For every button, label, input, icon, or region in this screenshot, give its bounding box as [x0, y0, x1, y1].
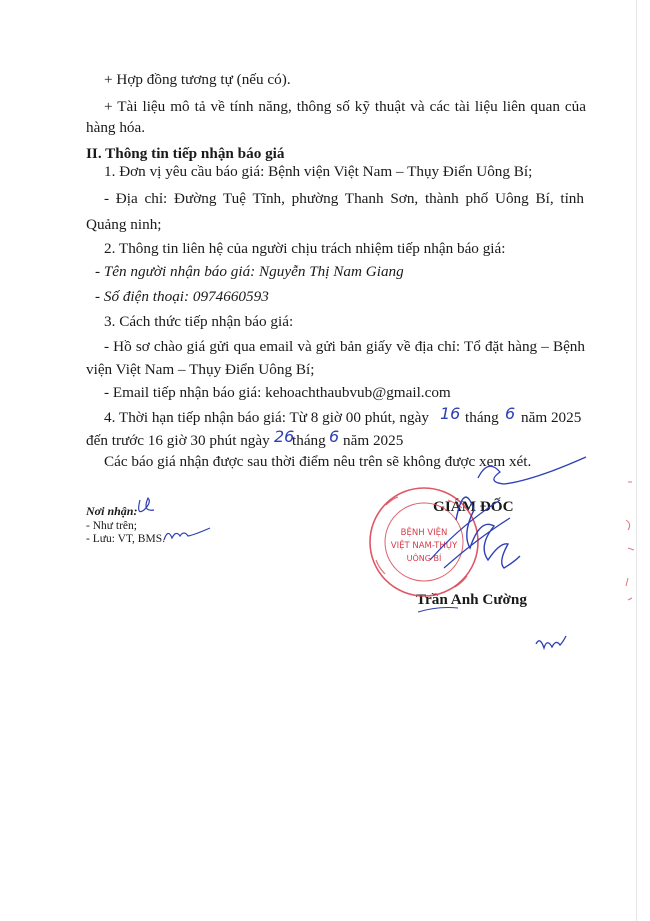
deadline-start-text: 4. Thời hạn tiếp nhận báo giá: Từ 8 giờ 00 phút, ngày	[104, 409, 429, 426]
right-edge-stamp-marks	[626, 482, 634, 600]
deadline-end-month-label: tháng	[292, 432, 326, 449]
deadline-start-month-handwritten: 6	[505, 404, 516, 423]
signatory-position: GIÁM ĐỐC	[433, 498, 514, 515]
stamp-text-line1: BỆNH VIỆN	[400, 528, 448, 538]
para-technical-docs-line1: + Tài liệu mô tả về tính năng, thông số kỹ thuật và các tài liệu liên quan của	[104, 98, 586, 115]
stamp-text-line3: UÔNG BÍ	[406, 554, 442, 563]
deadline-start-month-label: tháng	[465, 409, 499, 426]
deadline-end-month-handwritten: 6	[329, 427, 340, 446]
contact-info-heading: 2. Thông tin liên hệ của người chịu trách nhiệm tiếp nhận báo giá:	[104, 240, 506, 257]
receiving-email: - Email tiếp nhận báo giá: kehoachthaubvub@gmail.com	[104, 384, 451, 401]
late-submission-note: Các báo giá nhận được sau thời điểm nêu trên sẽ không được xem xét.	[104, 453, 532, 470]
address-line2: Quảng ninh;	[86, 216, 162, 233]
submission-method-line2: viện Việt Nam – Thụy Điển Uông Bí;	[86, 361, 315, 378]
signatory-name: Trần Anh Cường	[416, 591, 527, 608]
deadline-start-day-handwritten: 16	[440, 404, 461, 423]
page-edge-line	[636, 0, 637, 921]
method-heading: 3. Cách thức tiếp nhận báo giá:	[104, 313, 294, 330]
recipients-title: Nơi nhận:	[86, 504, 138, 518]
deadline-end-year: năm 2025	[343, 432, 404, 449]
initial-marks	[139, 498, 566, 648]
deadline-end-day-handwritten: 26	[274, 427, 295, 446]
deadline-end-text: đến trước 16 giờ 30 phút ngày	[86, 432, 270, 449]
recipients-item-as-above: - Như trên;	[86, 520, 137, 532]
recipient-name: - Tên người nhận báo giá: Nguyễn Thị Nam Giang	[95, 263, 404, 280]
submission-method-line1: - Hồ sơ chào giá gửi qua email và gửi bản giấy về địa chỉ: Tổ đặt hàng – Bệnh	[104, 338, 585, 355]
phone-number: - Số điện thoại: 0974660593	[95, 288, 269, 305]
deadline-start-year: năm 2025	[521, 409, 582, 426]
director-signature	[418, 457, 586, 612]
recipients-item-archive: - Lưu: VT, BMS.	[86, 533, 165, 545]
stamp-text-line2: VIỆT NAM-THỤY	[390, 541, 458, 551]
para-similar-contracts: + Hợp đồng tương tự (nếu có).	[104, 71, 291, 88]
section-heading-quote-info: II. Thông tin tiếp nhận báo giá	[86, 145, 285, 162]
para-technical-docs-line2: hàng hóa.	[86, 119, 146, 136]
address-line1: - Địa chỉ: Đường Tuệ Tĩnh, phường Thanh Sơn, thành phố Uông Bí, tỉnh	[104, 190, 584, 207]
requesting-unit: 1. Đơn vị yêu cầu báo giá: Bệnh viện Việt Nam – Thụy Điển Uông Bí;	[104, 163, 533, 180]
